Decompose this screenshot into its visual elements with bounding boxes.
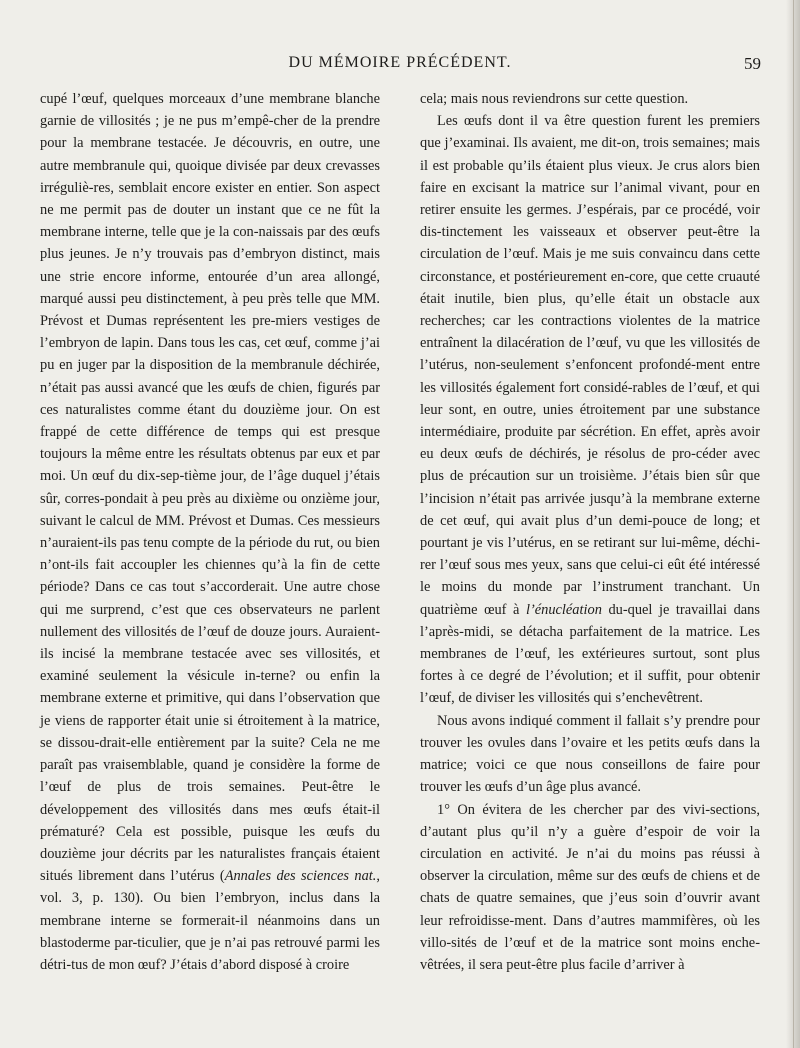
right-paragraph-2 [420,110,760,709]
right-column [420,88,760,976]
page-edge-line [793,0,794,1048]
left-column [40,88,380,976]
left-paragraph: cupé l’œuf, quelques morceaux d’une membrane blanche garnie de villosités ; je ne pus m’empê-cher de la prendre pour la membrane testacée. Je découvris, en outre, une autre membranule qui, quoique divisée par deux crevasses irréguliè-res, semblait encore exister en entier. Son aspect ne me permit pas de douter un instant que ce ne fût la membrane interne, telle que je la con-naissais par des œufs plus jeunes. Je n’y trouvais pas d’embryon distinct, mais une strie encore informe, entourée d’un area allongé, marqué aussi peu distinctement, à peu près telle que MM. Prévost et Dumas représentent les pre-miers vestiges de l’embryon de lapin. Dans tous les cas, cet œuf, comme j’ai pu en juger par la disposition de la membranule déchirée, n’était pas aussi avancé que les œufs de chien, figurés par ces naturalistes comme étant du douzième jour. On est frappé de cette différence de temps qui est presque toujours la même entre les résultats obtenus par eux et par moi. Un œuf du dix-sep-tième jour, de l’âge duquel j’étais sûr, corres-pondait à peu près au dixième ou onzième jour, suivant le calcul de MM. Prévost et Dumas. Ces messieurs n’auraient-ils pas tenu compte de la période du rut, ou bien n’ont-ils fait accoupler les chiennes qu’à la fin de cette période? Dans ce cas tout s’accorderait. Une autre chose qui me surprend, c’est que ces observateurs ne parlent nullement des villosités de l’œuf de douze jours. Auraient-ils incisé la membrane testacée avec ses villosités, et examiné seulement la vésicule in-terne? ou enfin la membrane externe et primitive, qui dans l’observation que je viens de rapporter était unie si étroitement à la matrice, se dissou-drait-elle entièrement par la suite? Cela ne me paraît pas vraisemblable, quand je considère la forme de l’œuf de plus de trois semaines. Peut-être le développement des villosités dans mes œufs était-il prématuré? Cela est possible, puisque les œufs du douzième jour décrits par les naturalistes français étaient situés librement dans l’utérus (Annales des sciences nat., vol. 3, p. 130). Ou bien l’embryon, inclus dans la membrane interne se formerait-il néanmoins dans un blastoderme par-ticulier, que je n’ai pas retrouvé parmi les détri-tus de mon œuf? J’étais d’abord disposé à croire [40,91,380,973]
enucleation-term: l’énucléation [525,601,602,618]
page-header [40,54,760,78]
right-paragraph-2-text: Les œufs dont il va être question furent les premiers que j’examinai. Ils avaient, me dit-on, trois semaines; mais il est probable qu’ils étaient plus vieux. Je crus alors bien faire en excisant la matrice sur l’animal vivant, pour en retirer ensuite les germes. J’espérais, par ce procédé, voir dis-tinctement les vaisseaux et observer peut-être la circulation de l’œuf. Mais je me suis convaincu dans cette circonstance, et postérieurement en-core, que cette cruauté était inutile, bien plus, qu’elle était un obstacle aux recherches; car les contractions violentes de la matrice entraînent la dilacération de l’œuf, vu que les villosités de l’utérus, non-seulement s’enfoncent profondé-ment entre les villosités également fort considé-rables de l’œuf, et qui leur sont, en outre, unies étroitement par une substance intermédiaire, produite par sécrétion. En effet, après avoir eu deux œufs de déchirés, je résolus de pro-céder avec plus de précaution sur un troisième. J’étais bien sûr que l’incision n’était pas arrivée jusqu’à la membrane externe de cet œuf, qui avait plus d’un demi-pouce de long; et pourtant je vis l’utérus, en se retirant sur lui-même, déchi-rer l’œuf sous mes yeux, sans que celui-ci eût été intéressé le moins du monde par l’instrument tranchant. Un quatrième œuf à [420,113,760,618]
left-paragraph-text-end: , vol. 3, p. 130). Ou bien l’embryon, inclus dans la membrane interne se formerait-il néanmoins dans un blastoderme par-ticulier, que je n’ai pas retrouvé parmi les détri-tus de mon œuf? J’étais d’abord disposé à croire [40,868,380,973]
right-paragraph-2-text-end: du-quel je travaillai dans l’après-midi, se détacha parfaitement de la matrice. Les membranes de l’œuf, les extérieures surtout, sont plus fortes à ce degré de l’évolution; et il suffit, pour obtenir l’œuf, de diviser les villosités qui s’enchevêtrent. [420,601,760,707]
right-paragraph-4: 1° On évitera de les chercher par des vivi-sections, d’autant plus qu’il n’y a guère d’espoir de voir la circulation en activité. Je n’ai du moins pas réussi à observer la circulation, même sur des œufs de chiens et de chats de quatre semaines, que j’eus soin d’ouvrir avant leur refroidisse-ment. Dans d’autres mammifères, où les villo-sités de l’œuf et de la matrice sont moins enche-vêtrées, il sera peut-être plus facile d’arriver à [420,801,760,973]
citation-journal: Annales des sciences nat. [224,868,377,885]
right-paragraph-1: cela; mais nous reviendrons sur cette question. [420,91,689,107]
left-paragraph-text: cupé l’œuf, quelques morceaux d’une membrane blanche garnie de villosités ; je ne pus m’empê-cher de la prendre pour la membrane testacée. Je découvris, en outre, une autre membranule qui, quoique divisée par deux crevasses irréguliè-res, semblait encore exister en entier. Son aspect ne me permit pas de douter un instant que ce ne fût la membrane interne, telle que je la con-naissais par des œufs plus jeunes. Je n’y trouvais pas d’embryon distinct, mais une strie encore informe, entourée d’un area allongé, marqué aussi peu distinctement, à peu près telle que MM. Prévost et Dumas représentent les pre-miers vestiges de l’embryon de lapin. Dans tous les cas, cet œuf, comme j’ai pu en juger par la disposition de la membranule déchirée, n’était pas aussi avancé que les œufs de chien, figurés par ces naturalistes comme étant du douzième jour. On est frappé de cette différence de temps qui est presque toujours la même entre les résultats obtenus par eux et par moi. Un œuf du dix-sep-tième jour, de l’âge duquel j’étais sûr, corres-pondait à peu près au dixième ou onzième jour, suivant le calcul de MM. Prévost et Dumas. Ces messieurs n’auraient-ils pas tenu compte de la période du rut, ou bien n’ont-ils fait accoupler les chiennes qu’à la fin de cette période? Dans ce cas tout s’accorderait. Une autre chose qui me surprend, c’est que ces observateurs ne parlent nullement des villosités de l’œuf de douze jours. Auraient-ils incisé la membrane testacée avec ses villosités, et examiné seulement la vésicule in-terne? ou enfin la membrane externe et primitive, qui dans l’observation que je viens de rapporter était unie si étroitement à la matrice, se dissou-drait-elle entièrement par la suite? Cela ne me paraît pas vraisemblable, quand je considère la forme de l’œuf de plus de trois semaines. Peut-être le développement des villosités dans mes œufs était-il prématuré? Cela est possible, puisque les œufs du douzième jour décrits par les naturalistes français étaient situés librement dans l’utérus [40,91,380,885]
running-head: DU MÉMOIRE PRÉCÉDENT. [288,54,512,71]
page-number: 59 [744,54,761,73]
right-paragraph-3: Nous avons indiqué comment il fallait s’y prendre pour trouver les ovules dans l’ovaire et les petits œufs dans la matrice; voici ce que nous conseillons de faire pour trouver les œufs d’un âge plus avancé. [420,712,760,796]
